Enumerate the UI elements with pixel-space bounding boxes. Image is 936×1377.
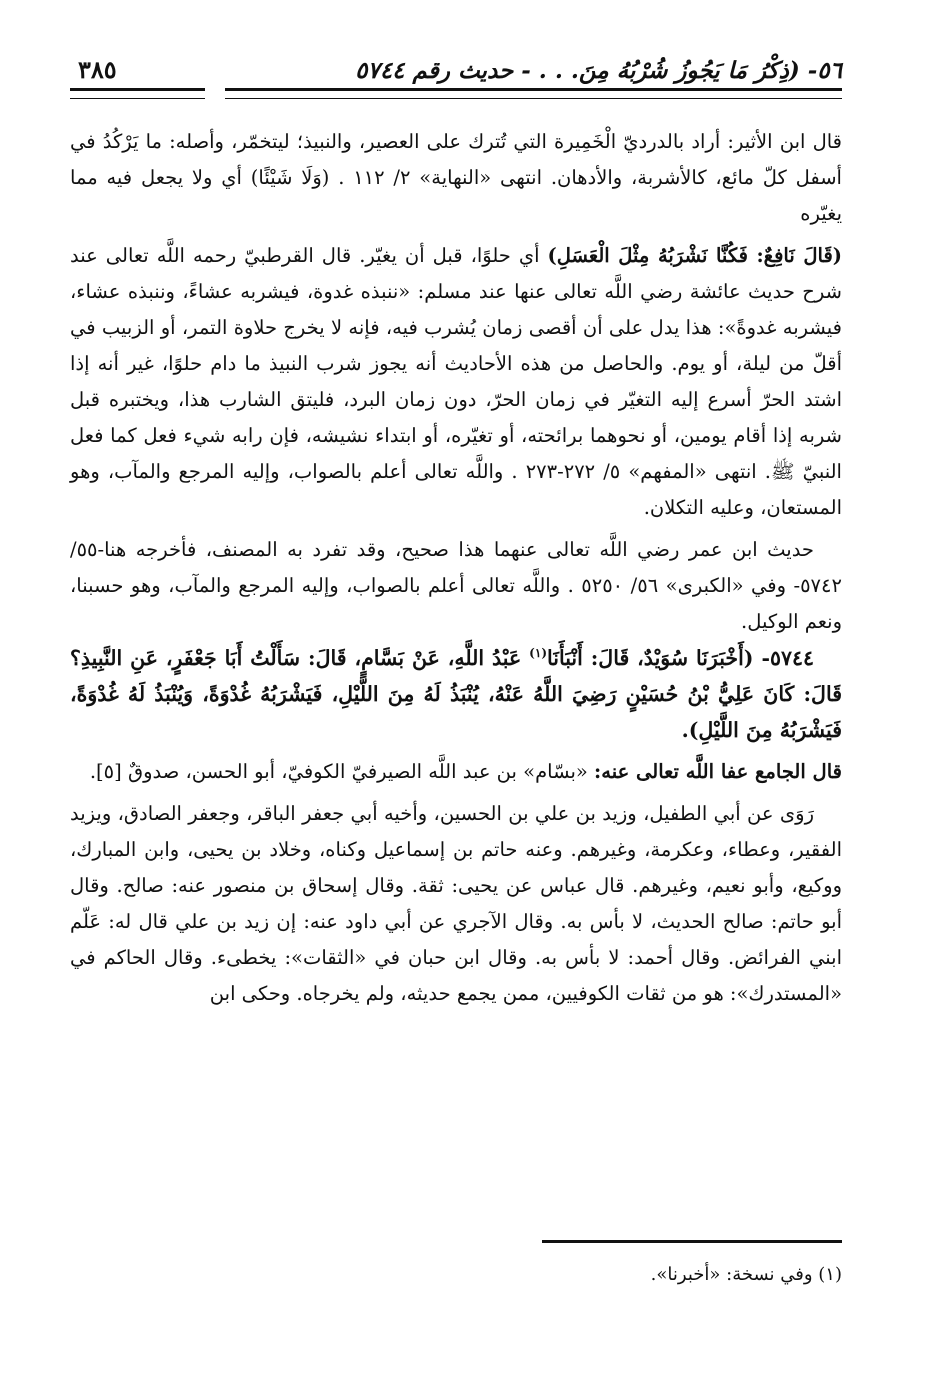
paragraph-text: قال ابن الأثير: أراد بالدرديّ الْخَمِيرة التي تُترك على العصير، والنبيذ؛ ليتخمّر، وأصله: ما يَرْكُدُ في أسفل كلّ مائع، كالأشربة، والأدهان. انتهى «النهاية» ٢/ ١١٢ . (وَلَا شَيْئًا) أي ولا يجعل فيه مما يغيّره xyxy=(70,130,842,225)
paragraph xyxy=(70,238,842,526)
hadith-part-b: عَبْدُ اللَّهِ، عَنْ بَسَّامٍ، قَالَ: سَأَلْتُ أَبَا جَعْفَرٍ، عَنِ النَّبِيذِ؟ قَالَ: كَانَ عَلِيُّ بْنُ حُسَيْنٍ رَضِيَ اللَّهُ عَنْهُ، يُنْبَذُ لَهُ مِنَ اللَّيْلِ، فَيَشْرَبُهُ غُدْوَةً، وَيُنْبَذُ لَهُ غُدْوَةً، فَيَشْرَبُهُ مِنَ اللَّيْلِ). xyxy=(70,646,842,742)
footnote xyxy=(70,1262,842,1288)
paragraph-text: أي حلوًا، قبل أن يغيّر. قال القرطبيّ رحمه اللَّه تعالى عند شرح حديث عائشة رضي اللَّه تعالى عنها عند مسلم: «ننبذه غدوة، فيشربه عشاءً، وننبذه عشاء، فيشربه غدوةً»: هذا يدل على أن أقصى زمان يُشرب فيه، فإنه لا يخرج حلاوة التمر، أو الزبيب في أقلّ من ليلة، أو يوم. والحاصل من هذه الأحاديث أنه يجوز شرب النبيذ ما دام حلوًا، غير أنه إذا اشتد الحرّ أسرع إليه التغيّر في زمان الحرّ، دون زمان البرد، فليتق الشارب هذا، ويختبره قبل شربه إذا أقام يومين، أو نحوهما برائحته، أو تغيّره، أو ابتداء نشيشه، فإن رابه شيء فعل كما فعل النبيّ ﷺ. انتهى «المفهم» ٥/ ٢٧٢-٢٧٣ . واللَّه تعالى أعلم بالصواب، وإليه المرجع والمآب، وهو المستعان، وعليه التكلان. xyxy=(70,244,842,519)
paragraph-text: «بسّام» بن عبد اللَّه الصيرفيّ الكوفيّ، أبو الحسن، صدوقٌ [٥]. xyxy=(89,760,595,783)
header-rule xyxy=(225,88,842,99)
hadith-part-a: ٥٧٤٤- (أَخْبَرَنَا سُوَيْدٌ، قَالَ: أَنْبَأَنَا xyxy=(547,646,815,670)
footnote-marker: (١) xyxy=(529,646,547,661)
paragraph xyxy=(70,754,842,790)
page-number-rule xyxy=(70,88,205,99)
paragraph-lead: قال الجامع عفا اللَّه تعالى عنه: xyxy=(594,760,842,783)
hadith-text xyxy=(70,640,842,748)
header-title: ٥٦- (ذِكْرُ مَا يَجُوزُ شُرْبُهُ مِنَ. . . - حديث رقم ٥٧٤٤ xyxy=(355,57,842,84)
paragraph-lead: (قَالَ نَافِعٌ: فَكُنَّا نَشْرَبُهُ مِثْلَ الْعَسَلِ) xyxy=(547,244,842,267)
paragraph-text: حديث ابن عمر رضي اللَّه تعالى عنهما هذا صحيح، وقد تفرد به المصنف، فأخرجه هنا-٥٥/ ٥٧٤٢- وفي «الكبرى» ٥٦/ ٥٢٥٠ . واللَّه تعالى أعلم بالصواب، وإليه المرجع والمآب، وهو حسبنا، ونعم الوكيل. xyxy=(70,538,842,633)
page-number: ٣٨٥ xyxy=(78,55,117,84)
paragraph xyxy=(70,124,842,232)
paragraph xyxy=(70,796,842,1012)
running-header xyxy=(70,48,842,84)
footnote-rule xyxy=(542,1240,842,1243)
footnote-text: (١) وفي نسخة: «أخبرنا». xyxy=(650,1264,842,1285)
paragraph-text: رَوَى عن أبي الطفيل، وزيد بن علي بن الحسين، وأخيه أبي جعفر الباقر، وجعفر الصادق، ويزيد الفقير، وعطاء، وعكرمة، وغيرهم. وعنه حاتم بن إسماعيل وكناه، وخلاد بن يحيى، وابن المبارك، ووكيع، وأبو نعيم، وغيرهم. قال عباس عن يحيى: ثقة. وقال إسحاق بن منصور عنه: صالح. وقال أبو حاتم: صالح الحديث، لا بأس به. وقال الآجري عن أبي داود عنه: إن زيد بن علي قال له: عَلّم ابني الفرائض. وقال أحمد: لا بأس به. وقال ابن حبان في «الثقات»: يخطىء. وقال الحاكم في «المستدرك»: هو من ثقات الكوفيين، ممن يجمع حديثه، ولم يخرجاه. وحكى ابن xyxy=(70,802,842,1005)
paragraph xyxy=(70,532,842,640)
book-page xyxy=(70,0,842,1377)
main-text xyxy=(70,124,842,1012)
